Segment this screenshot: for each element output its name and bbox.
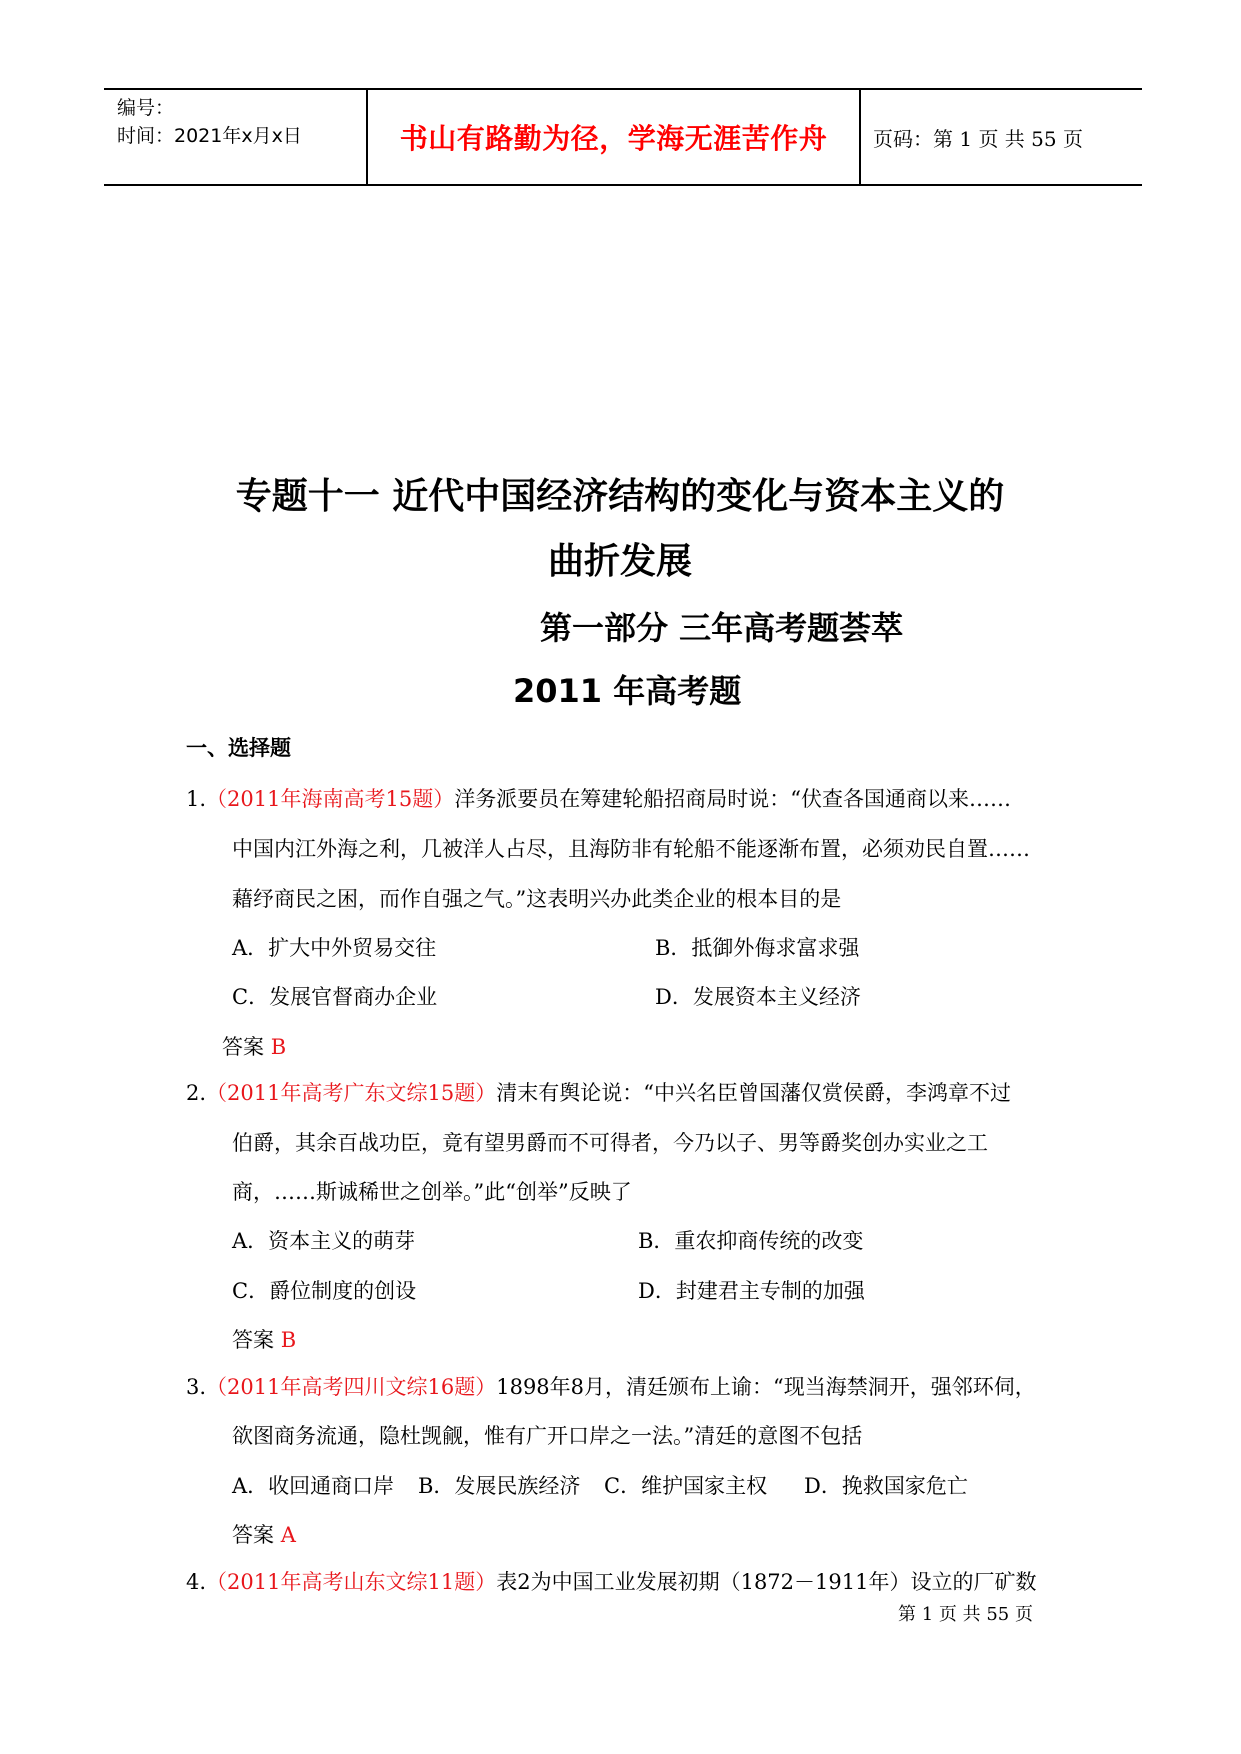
option-d: D．封建君主专制的加强 [638, 1279, 865, 1303]
option-a: A．收回通商口岸 [232, 1474, 395, 1498]
answer-line [232, 1325, 296, 1355]
header-motto: 书山有路勤为径，学海无涯苦作舟 [368, 90, 861, 184]
time-label: 时间：2021年x月x日 [117, 125, 302, 147]
option-d: D．挽救国家危亡 [804, 1474, 968, 1498]
question-source: （2011年高考广东文综15题） [206, 1081, 497, 1105]
question-4-first-line [186, 1567, 1036, 1597]
question-text: 清末有舆论说：“中兴名臣曾国藩仅赏侯爵，李鸿章不过 [496, 1081, 1011, 1105]
option-b: B．抵御外侮求富求强 [655, 936, 860, 960]
question-number: 4. [186, 1570, 207, 1594]
header-meta [104, 90, 368, 184]
answer-line [222, 1032, 286, 1062]
option-c: C．维护国家主权 [604, 1474, 768, 1498]
option-b: B．发展民族经济 [418, 1474, 581, 1498]
question-1-first-line [186, 784, 1011, 814]
question-number: 1. [186, 787, 207, 811]
option-c: C．发展官督商办企业 [232, 985, 438, 1009]
question-number: 2. [186, 1081, 207, 1105]
question-3-first-line [186, 1372, 1036, 1402]
header-table [104, 88, 1142, 186]
answer-value: B [280, 1328, 297, 1352]
option-a: A．资本主义的萌芽 [232, 1229, 416, 1253]
option-b: B．重农抑商传统的改变 [638, 1229, 864, 1253]
answer-label: 答案 [222, 1035, 264, 1059]
part-heading: 第一部分 三年高考题荟萃 [540, 609, 904, 647]
page-footer: 第 1 页 共 55 页 [898, 1604, 1033, 1625]
answer-label: 答案 [232, 1328, 274, 1352]
question-source: （2011年海南高考15题） [206, 787, 455, 811]
header-page-info: 页码：第 1 页 共 55 页 [873, 126, 1083, 151]
option-a: A．扩大中外贸易交往 [232, 936, 437, 960]
question-text: 欲图商务流通，隐杜觊觎，惟有广开口岸之一法。”清廷的意图不包括 [232, 1424, 863, 1448]
question-text: 商，……斯诚稀世之创举。”此“创举”反映了 [232, 1180, 632, 1204]
question-number: 3. [186, 1375, 207, 1399]
title-line-1: 专题十一 近代中国经济结构的变化与资本主义的 [235, 475, 1005, 517]
question-source: （2011年高考山东文综11题） [206, 1570, 497, 1594]
question-text: 1898年8月，清廷颁布上谕：“现当海禁洞开，强邻环伺， [496, 1375, 1036, 1399]
year-heading: 2011 年高考题 [513, 672, 742, 710]
answer-label: 答案 [232, 1523, 274, 1547]
question-text: 中国内江外海之利，几被洋人占尽，且海防非有轮船不能逐渐布置，必须劝民自置…… [232, 837, 1030, 861]
question-text: 洋务派要员在筹建轮船招商局时说：“伏查各国通商以来…… [454, 787, 1011, 811]
question-2-first-line [186, 1078, 1011, 1108]
option-c: C．爵位制度的创设 [232, 1279, 417, 1303]
question-text: 伯爵，其余百战功臣，竟有望男爵而不可得者，今乃以子、男等爵奖创办实业之工 [232, 1131, 988, 1155]
section-heading: 一、选择题 [186, 736, 291, 760]
number-label: 编号： [117, 97, 175, 119]
answer-line [232, 1520, 296, 1550]
question-text: 藉纾商民之困，而作自强之气。”这表明兴办此类企业的根本目的是 [232, 887, 842, 911]
title-line-2: 曲折发展 [547, 540, 692, 582]
answer-value: B [270, 1035, 287, 1059]
option-d: D．发展资本主义经济 [655, 985, 861, 1009]
answer-value: A [280, 1523, 296, 1547]
question-text: 表2为中国工业发展初期（1872－1911年）设立的厂矿数 [496, 1570, 1037, 1594]
question-source: （2011年高考四川文综16题） [206, 1375, 497, 1399]
